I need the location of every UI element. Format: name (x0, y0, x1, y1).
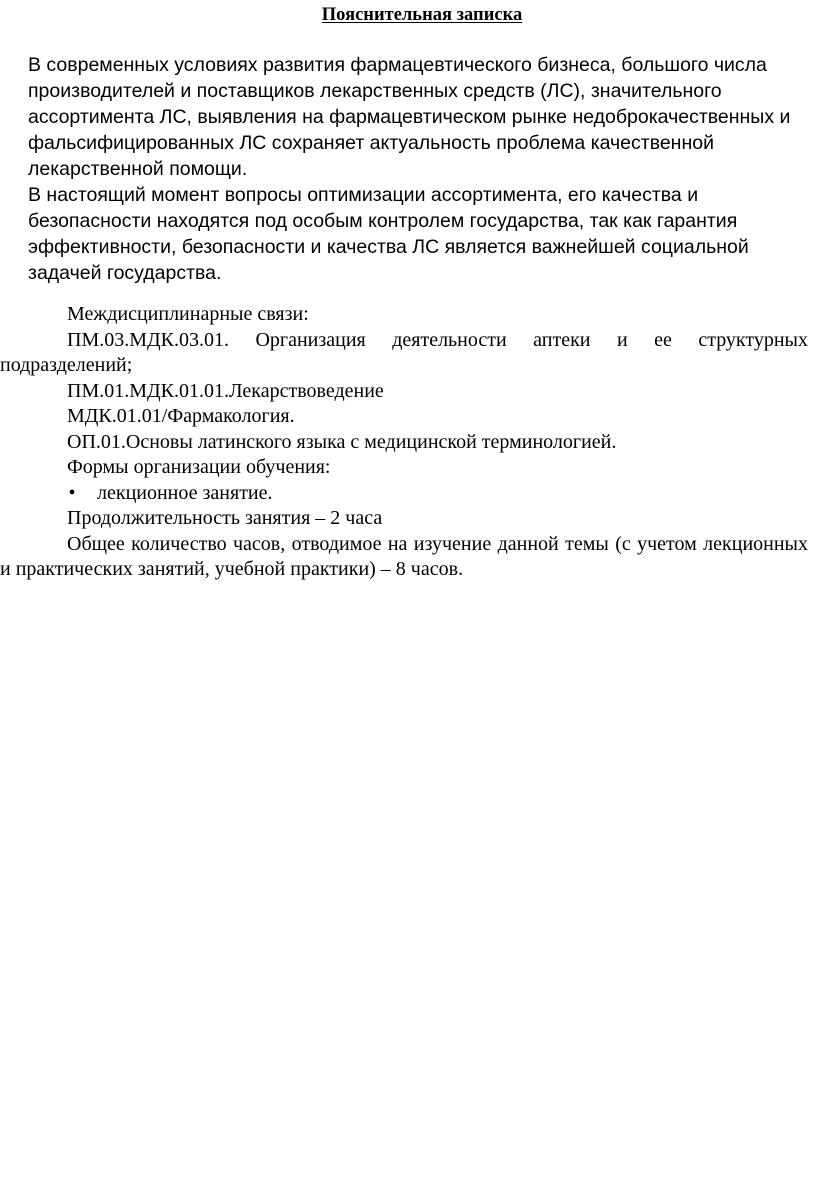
total-hours-text: Общее количество часов, отводимое на изучение данной темы (с учетом лекционных и практических занятий, учебной практики) – 8 часов. (0, 532, 808, 580)
interdisciplinary-item: ОП.01.Основы латинского языка с медицинской терминологией. (67, 430, 617, 453)
intro-section (28, 52, 814, 286)
bullet-icon: • (68, 481, 76, 504)
interdisciplinary-item: МДК.01.01/Фармакология. (67, 405, 295, 427)
duration-text: Продолжительность занятия – 2 часа (67, 507, 383, 529)
intro-paragraph: В современных условиях развития фармацевтического бизнеса, большого числа производителей и поставщиков лекарственных средств (ЛС), значительного ассортимента ЛС, выявления на фармацевтическом рынке недоброкачественных и фальсифицированных ЛС сохраняет актуальность проблема качественной лекарственной помощи. (28, 54, 791, 180)
intro-paragraph: В настоящий момент вопросы оптимизации ассортимента, его качества и безопасности находятся под особым контролем государства, так как гарантия эффективности, безопасности и качества ЛС является важнейшей социальной задачей государства. (28, 184, 749, 284)
interdisciplinary-item: ПМ.03.МДК.03.01. Организация деятельности аптеки и ее структурных подразделений; (0, 328, 808, 376)
forms-bullet-text: лекционное занятие. (97, 481, 273, 504)
forms-heading: Формы организации обучения: (67, 456, 331, 478)
document-title: Пояснительная записка (321, 5, 523, 25)
details-section (0, 302, 808, 583)
interdisciplinary-heading: Междисциплинарные связи: (67, 303, 309, 325)
forms-bullet-item (0, 481, 808, 507)
interdisciplinary-item: ПМ.01.МДК.01.01.Лекарствоведение (67, 379, 384, 402)
